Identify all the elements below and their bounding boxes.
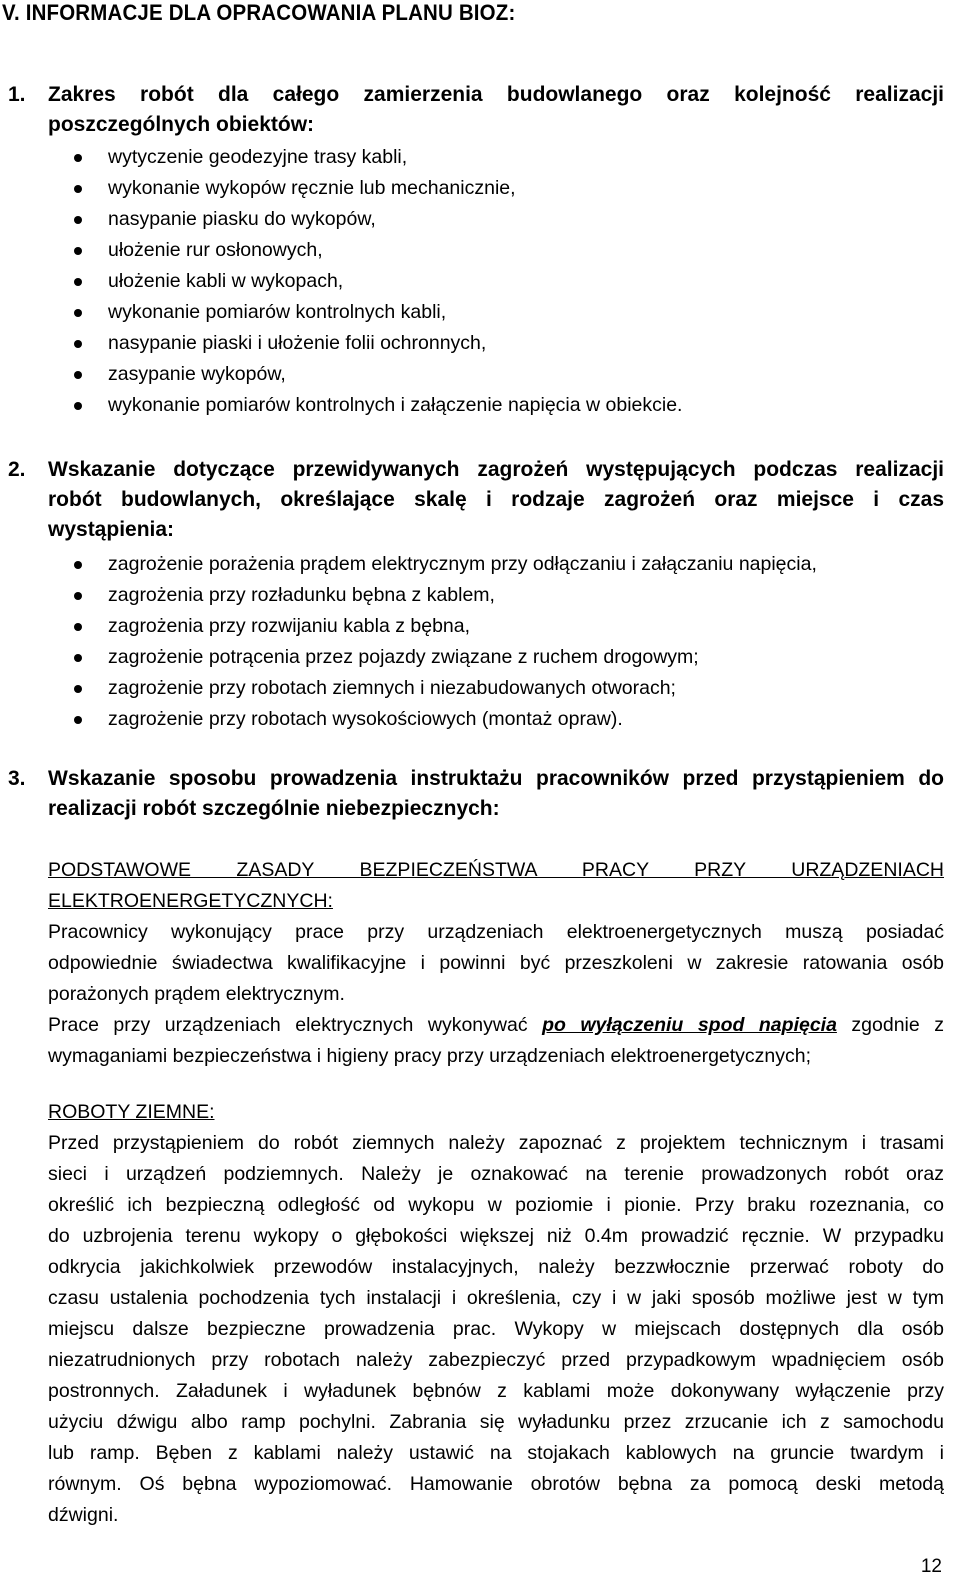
item2-heading-line1: Wskazanie dotyczące przewidywanych zagrożeń występujących podczas realizacji	[48, 458, 944, 481]
electro-p1-line3: porażonych prądem elektrycznym.	[48, 983, 345, 1005]
item3-heading-line2: realizacji robót szczególnie niebezpiecznych:	[48, 797, 500, 820]
item2-bullet-list	[0, 549, 960, 735]
item2-heading-line3: wystąpienia:	[48, 518, 175, 541]
earthworks-line: sieci i urządzeń podziemnych. Należy je oznakować na terenie prowadzonych robót oraz	[48, 1163, 944, 1185]
bullet-dot-icon	[74, 402, 82, 410]
earthworks-line: określić ich bezpieczną odległość od wykopu w poziomie i pionie. Przy braku rozeznania, co	[48, 1194, 944, 1216]
electro-p1-line2: odpowiednie świadectwa kwalifikacyjne i powinni być przeszkoleni w zakresie ratowania osób	[48, 952, 944, 974]
page-number: 12	[920, 1556, 942, 1577]
bullet-text: zagrożenie potrącenia przez pojazdy związane z ruchem drogowym;	[108, 646, 699, 668]
item1-bullet-list	[0, 142, 960, 421]
earthworks-line: miejscu dalsze bezpieczne prowadzenia prac. Wykopy w miejscach dostępnych dla osób	[48, 1318, 944, 1340]
bullet-item	[0, 266, 960, 297]
item1-heading	[8, 80, 944, 140]
bullet-text: zagrożenia przy rozwijaniu kabla z bębna,	[108, 615, 471, 637]
item1-heading-line2: poszczególnych obiektów:	[48, 113, 315, 136]
bullet-item	[0, 359, 960, 390]
bullet-item	[0, 142, 960, 173]
earthworks-line: niezatrudnionych przy robotach należy zabezpieczyć przed przypadkowym wpadnięciem osób	[48, 1349, 944, 1371]
bullet-item	[0, 549, 960, 580]
bullet-dot-icon	[74, 154, 82, 162]
electro-p2-line2: wymaganiami bezpieczeństwa i higieny pracy przy urządzeniach elektroenergetycznych;	[48, 1045, 812, 1067]
bullet-text: zasypanie wykopów,	[108, 363, 286, 385]
bullet-dot-icon	[74, 247, 82, 255]
bullet-item	[0, 704, 960, 735]
earthworks-line: do uzbrojenia terenu wykopy o głębokości większej niż 0.4m prowadzić ręcznie. W przypadku	[48, 1225, 944, 1247]
bullet-item	[0, 328, 960, 359]
bullet-text: ułożenie kabli w wykopach,	[108, 270, 344, 292]
electro-title-line2: ELEKTROENERGETYCZNYCH:	[48, 890, 333, 912]
bullet-item	[0, 673, 960, 704]
bullet-text: nasypanie piasku do wykopów,	[108, 208, 376, 230]
section-title: V. INFORMACJE DLA OPRACOWANIA PLANU BIOZ:	[2, 0, 516, 25]
bullet-dot-icon	[74, 278, 82, 286]
bullet-item	[0, 204, 960, 235]
bullet-dot-icon	[74, 340, 82, 348]
electro-section	[48, 855, 944, 1072]
bullet-item	[0, 580, 960, 611]
bullet-item	[0, 642, 960, 673]
earthworks-line: odkrycia jakichkolwiek przewodów instalacyjnych, należy bezzwłocznie przerwać roboty do	[48, 1256, 944, 1278]
bullet-text: wykonanie pomiarów kontrolnych i załączenie napięcia w obiekcie.	[108, 394, 683, 416]
bullet-text: zagrożenie porażenia prądem elektrycznym przy odłączaniu i załączaniu napięcia,	[108, 553, 817, 575]
bullet-dot-icon	[74, 654, 82, 662]
bullet-dot-icon	[74, 623, 82, 631]
bullet-item	[0, 297, 960, 328]
earthworks-line: postronnych. Załadunek i wyładunek bębnów z kablami może dokonywany wyłączenie przy	[48, 1380, 944, 1402]
bullet-dot-icon	[74, 216, 82, 224]
item1-heading-line1: Zakres robót dla całego zamierzenia budowlanego oraz kolejność realizacji	[48, 83, 944, 106]
bullet-dot-icon	[74, 309, 82, 317]
bullet-text: wytyczenie geodezyjne trasy kabli,	[108, 146, 408, 168]
bullet-item	[0, 235, 960, 266]
bullet-dot-icon	[74, 185, 82, 193]
earthworks-line: lub ramp. Bęben z kablami należy ustawić na stojakach kablowych na gruncie twardym i	[48, 1442, 944, 1464]
item3-heading-line1: Wskazanie sposobu prowadzenia instruktażu pracowników przed przystąpieniem do	[48, 767, 944, 790]
bullet-text: wykonanie wykopów ręcznie lub mechanicznie,	[108, 177, 516, 199]
earthworks-line: równym. Oś bębna wypoziomować. Hamowanie obrotów bębna za pomocą deski metodą	[48, 1473, 944, 1495]
earthworks-title: ROBOTY ZIEMNE:	[48, 1101, 215, 1123]
bullet-text: zagrożenie przy robotach wysokościowych (montaż opraw).	[108, 708, 623, 730]
item3-heading	[8, 764, 944, 824]
earthworks-line: użyciu dźwigu albo ramp pochylni. Zabrania się wyładunku przez zrzucanie ich z samochodu	[48, 1411, 944, 1433]
bullet-dot-icon	[74, 685, 82, 693]
earthworks-section	[48, 1097, 944, 1531]
bullet-dot-icon	[74, 371, 82, 379]
bullet-text: zagrożenie przy robotach ziemnych i niezabudowanych otworach;	[108, 677, 676, 699]
bullet-text: zagrożenia przy rozładunku bębna z kablem,	[108, 584, 495, 606]
earthworks-line: czasu ustalenia pochodzenia tych instalacji i określenia, czy i w jaki sposób możliwe jest w tym	[48, 1287, 944, 1309]
bullet-text: nasypanie piaski i ułożenie folii ochronnych,	[108, 332, 487, 354]
electro-p1-line1: Pracownicy wykonujący prace przy urządzeniach elektroenergetycznych muszą posiadać	[48, 921, 944, 943]
item2-heading	[8, 455, 944, 545]
earthworks-line: Przed przystąpieniem do robót ziemnych należy zapoznać z projektem technicznym i trasami	[48, 1132, 944, 1154]
electro-p2-emphasis: po wyłączeniu spod napięcia	[542, 1014, 837, 1036]
bullet-dot-icon	[74, 716, 82, 724]
bullet-item	[0, 611, 960, 642]
electro-title-line1: PODSTAWOWE ZASADY BEZPIECZEŃSTWA PRACY PRZY URZĄDZENIACH	[48, 859, 944, 881]
bullet-text: wykonanie pomiarów kontrolnych kabli,	[108, 301, 447, 323]
electro-p2-line1: Prace przy urządzeniach elektrycznych wykonywać po wyłączeniu spod napięcia zgodnie z	[48, 1014, 944, 1036]
item2-heading-line2: robót budowlanych, określające skalę i rodzaje zagrożeń oraz miejsce i czas	[48, 488, 944, 511]
item2-number: 2.	[8, 458, 26, 481]
item1-number: 1.	[8, 83, 26, 106]
item3-number: 3.	[8, 767, 26, 790]
bullet-item	[0, 390, 960, 421]
earthworks-last-line: dźwigni.	[48, 1504, 119, 1526]
bullet-dot-icon	[74, 561, 82, 569]
bullet-text: ułożenie rur osłonowych,	[108, 239, 323, 261]
bullet-dot-icon	[74, 592, 82, 600]
bullet-item	[0, 173, 960, 204]
earthworks-body	[48, 1128, 944, 1500]
